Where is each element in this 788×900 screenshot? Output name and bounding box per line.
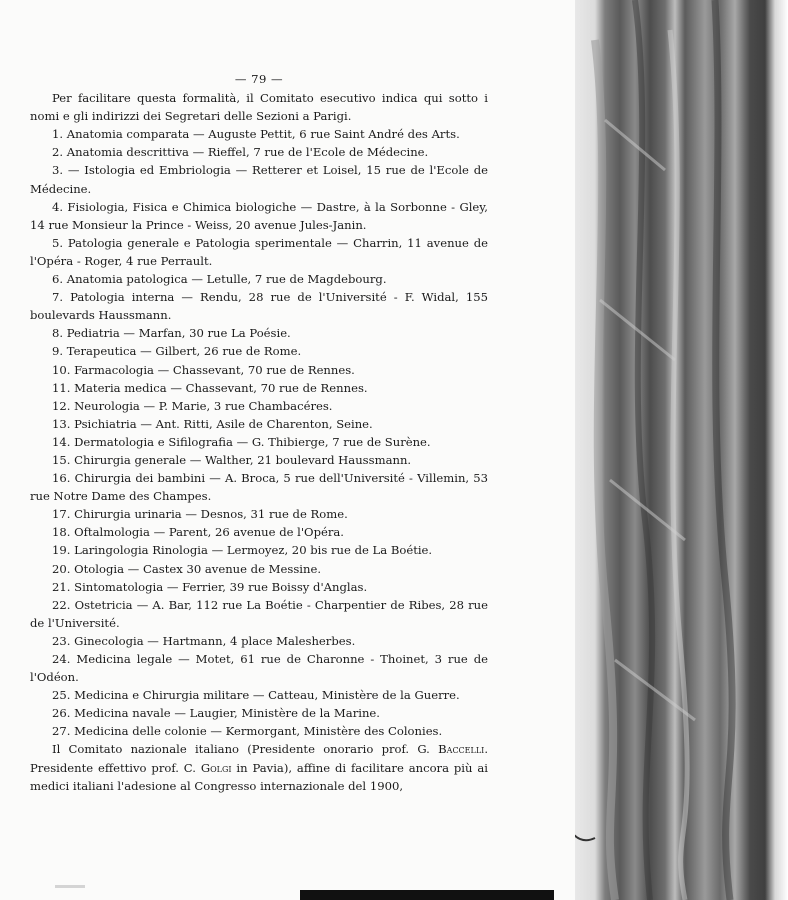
section-entry: 27. Medicina delle colonie — Kermorgant, Ministère des Colonies. — [52, 724, 443, 739]
section-entry: 12. Neurologia — P. Marie, 3 rue Chambacéres. — [52, 398, 333, 413]
section-entry: 8. Pediatria — Marfan, 30 rue La Poésie. — [52, 326, 291, 341]
section-entry: 5. Patologia generale e Patologia sperimentale — Charrin, 11 avenue de l'Opéra - Roger, 4 rue Perrault. — [30, 235, 488, 268]
closing-name-golgi: Golgi — [200, 760, 232, 775]
section-entry: 15. Chirurgia generale — Walther, 21 boulevard Haussmann. — [52, 452, 412, 467]
page-number: — 79 — — [234, 72, 284, 86]
section-entry: 13. Psichiatria — Ant. Ritti, Asile de Charenton, Seine. — [52, 416, 373, 431]
section-entry: 17. Chirurgia urinaria — Desnos, 31 rue de Rome. — [52, 507, 348, 522]
book-binding-edge — [575, 0, 788, 900]
bottom-shadow-bar — [300, 890, 554, 900]
section-entry: 10. Farmacologia — Chassevant, 70 rue de Rennes. — [52, 362, 355, 377]
section-entry: 7. Patologia interna — Rendu, 28 rue de l'Université - F. Widal, 155 boulevards Haussmann. — [30, 290, 488, 323]
section-entry: 26. Medicina navale — Laugier, Ministère de la Marine. — [52, 706, 380, 721]
section-entry: 18. Oftalmologia — Parent, 26 avenue de l'Opéra. — [52, 525, 344, 540]
closing-start: Il Comitato nazionale italiano (Presidente onorario prof. G. — [52, 742, 439, 757]
closing-end: in Pavia), affine di facilitare ancora più ai medici italiani l'adesione al Congresso internazionale del 1900, — [30, 760, 488, 793]
section-entry: 16. Chirurgia dei bambini — A. Broca, 5 rue dell'Université - Villemin, 53 rue Notre Dame des Champes. — [30, 471, 488, 504]
section-entry: 21. Sintomatologia — Ferrier, 39 rue Boissy d'Anglas. — [52, 579, 368, 594]
closing-mid: . Presidente effettivo prof. C. — [30, 742, 488, 775]
section-entry: 24. Medicina legale — Motet, 61 rue de Charonne - Thoinet, 3 rue de l'Odéon. — [30, 652, 488, 685]
section-entry: 3. — Istologia ed Embriologia — Retterer et Loisel, 15 rue de l'Ecole de Médecine. — [30, 163, 488, 196]
section-entry: 1. Anatomia comparata — Auguste Pettit, 6 rue Saint André des Arts. — [52, 127, 460, 142]
section-entry: 6. Anatomia patologica — Letulle, 7 rue de Magdebourg. — [52, 272, 387, 287]
section-entry: 2. Anatomia descrittiva — Rieffel, 7 rue de l'Ecole de Médecine. — [52, 145, 429, 160]
paper-scuff — [55, 885, 85, 888]
closing-paragraph — [30, 740, 488, 794]
section-entry: 11. Materia medica — Chassevant, 70 rue de Rennes. — [52, 380, 368, 395]
page-text — [30, 70, 488, 795]
section-entry: 22. Ostetricia — A. Bar, 112 rue La Boétie - Charpentier de Ribes, 28 rue de l'Université. — [30, 597, 488, 630]
section-entry: 14. Dermatologia e Sifilografia — G. Thibierge, 7 rue de Surène. — [52, 434, 431, 449]
section-entry: 19. Laringologia Rinologia — Lermoyez, 20 bis rue de La Boétie. — [52, 543, 433, 558]
intro-paragraph: Per facilitare questa formalità, il Comitato esecutivo indica qui sotto i nomi e gli indirizzi dei Segretari delle Sezioni a Parigi. — [30, 91, 488, 124]
section-entry: 20. Otologia — Castex 30 avenue de Messine. — [52, 561, 321, 576]
section-entry: 23. Ginecologia — Hartmann, 4 place Malesherbes. — [52, 633, 356, 648]
section-entry: 25. Medicina e Chirurgia militare — Catteau, Ministère de la Guerre. — [52, 688, 460, 703]
binding-texture — [575, 0, 788, 900]
section-entry: 9. Terapeutica — Gilbert, 26 rue de Rome. — [52, 344, 302, 359]
sections-list — [30, 125, 488, 740]
closing-name-baccelli: Baccelli — [438, 742, 485, 757]
section-entry: 4. Fisiologia, Fisica e Chimica biologiche — Dastre, à la Sorbonne - Gley, 14 rue Monsieur la Prince - Weiss, 20 avenue Jules-Janin. — [30, 199, 488, 232]
